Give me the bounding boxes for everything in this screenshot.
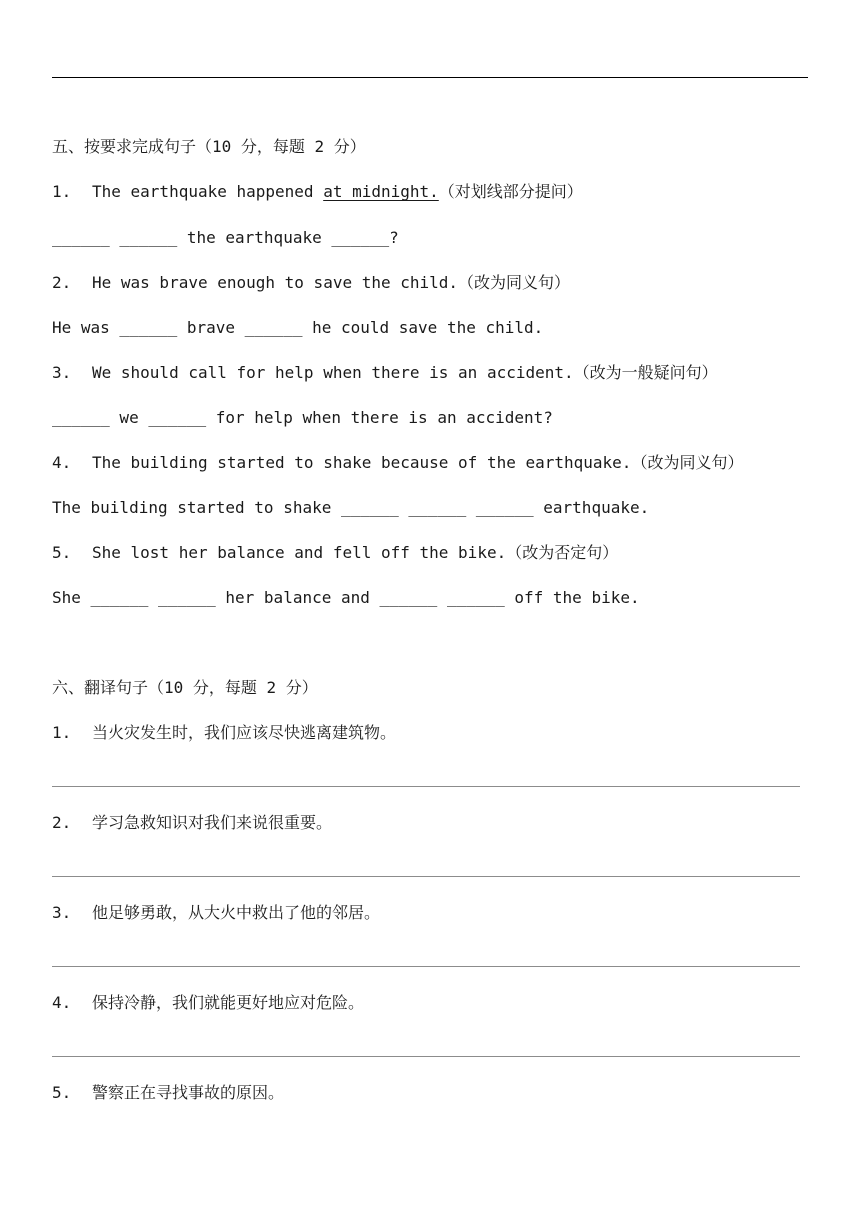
s6-q4-text: 保持冷静，我们就能更好地应对危险。: [92, 993, 365, 1012]
s5-q2-number: 2.: [52, 273, 72, 292]
s5-q1-answer[interactable]: ______ ______ the earthquake ______?: [52, 228, 399, 247]
section5-heading: 五、按要求完成句子（10 分，每题 2 分）: [52, 137, 366, 156]
s5-q5: [52, 543, 618, 563]
s6-q1-number: 1.: [52, 723, 72, 742]
s6-q3-text: 他足够勇敢，从大火中救出了他的邻居。: [92, 903, 381, 922]
s5-q2: [52, 273, 570, 293]
s5-q3-answer[interactable]: ______ we ______ for help when there is an accident?: [52, 408, 553, 427]
s5-q1: [52, 182, 583, 202]
top-rule: [52, 77, 808, 78]
s5-q1-text: The earthquake happened: [92, 182, 324, 201]
s6-q2: [52, 813, 332, 833]
s6-q5-number: 5.: [52, 1083, 72, 1102]
s5-q2-text: He was brave enough to save the child.（改为同义句）: [92, 273, 571, 292]
s5-q4-text: The building started to shake because of the earthquake.（改为同义句）: [92, 453, 744, 472]
s6-q1-answer-line[interactable]: [52, 786, 800, 787]
s6-q4-number: 4.: [52, 993, 72, 1012]
s5-q5-text: She lost her balance and fell off the bike.（改为否定句）: [92, 543, 619, 562]
s6-q2-number: 2.: [52, 813, 72, 832]
s6-q1: [52, 723, 396, 743]
s6-q4-answer-line[interactable]: [52, 1056, 800, 1057]
s5-q5-number: 5.: [52, 543, 72, 562]
s5-q4: [52, 453, 743, 473]
s6-q2-text: 学习急救知识对我们来说很重要。: [92, 813, 333, 832]
s5-q4-answer[interactable]: The building started to shake ______ ______ ______ earthquake.: [52, 498, 650, 517]
s5-q3: [52, 363, 718, 383]
s6-q3-answer-line[interactable]: [52, 966, 800, 967]
s5-q4-number: 4.: [52, 453, 72, 472]
s5-q1-instruction: （对划线部分提问）: [438, 182, 583, 201]
s6-q1-text: 当火灾发生时，我们应该尽快逃离建筑物。: [92, 723, 397, 742]
s6-q3: [52, 903, 380, 923]
s5-q1-number: 1.: [52, 182, 72, 201]
s5-q5-answer[interactable]: She ______ ______ her balance and ______ ______ off the bike.: [52, 588, 640, 607]
s5-q3-text: We should call for help when there is an accident.（改为一般疑问句）: [92, 363, 718, 382]
section6-heading: 六、翻译句子（10 分，每题 2 分）: [52, 678, 318, 697]
s5-q3-number: 3.: [52, 363, 72, 382]
s5-q1-underlined: at midnight.: [323, 182, 439, 201]
s5-q2-answer[interactable]: He was ______ brave ______ he could save the child.: [52, 318, 544, 337]
s6-q2-answer-line[interactable]: [52, 876, 800, 877]
s6-q4: [52, 993, 364, 1013]
s6-q3-number: 3.: [52, 903, 72, 922]
s6-q5: [52, 1083, 284, 1103]
s6-q5-text: 警察正在寻找事故的原因。: [92, 1083, 285, 1102]
